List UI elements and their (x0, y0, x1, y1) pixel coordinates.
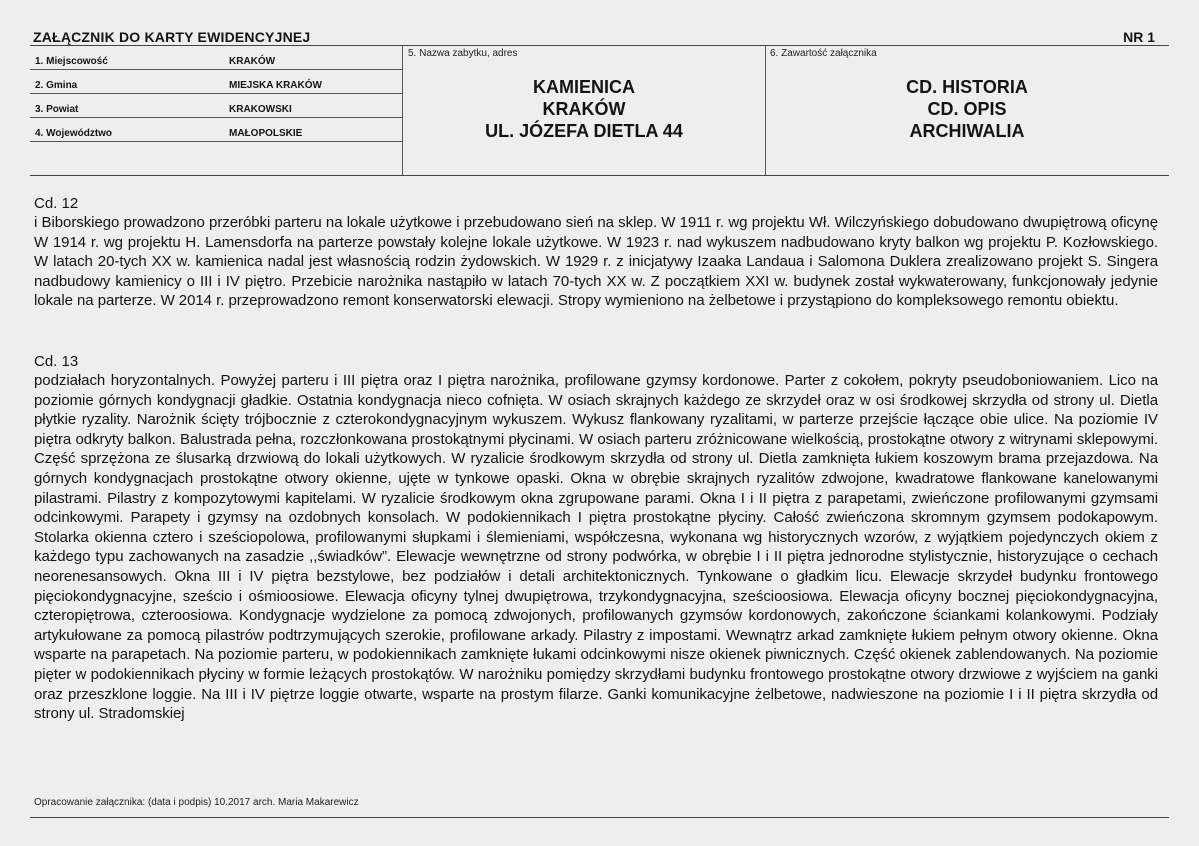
box5-heading: 5. Nazwa zabytku, adres (408, 48, 518, 59)
section-label: Cd. 13 (34, 353, 79, 370)
contents-line: CD. HISTORIA (906, 77, 1028, 97)
contents-line: CD. OPIS (927, 99, 1007, 119)
box6-heading: 6. Zawartość załącznika (770, 48, 877, 59)
section-cd-13 (34, 352, 1158, 724)
footer-rule (30, 817, 1169, 818)
field-value: KRAKOWSKI (229, 104, 292, 115)
monument-line: KRAKÓW (542, 99, 626, 119)
section-label: Cd. 12 (34, 195, 79, 212)
field-label: 4. Województwo (35, 128, 113, 139)
attachment-number: NR 1 (1123, 29, 1155, 45)
field-value: KRAKÓW (229, 56, 276, 67)
section-cd-12 (34, 194, 1158, 311)
document-title: ZAŁĄCZNIK DO KARTY EWIDENCYJNEJ (33, 29, 311, 45)
field-miejscowosc (30, 46, 402, 70)
section-text: podziałach horyzontalnych. Powyżej parteru i III piętra oraz I piętra narożnika, profilowane gzymsy kordonowe. Parter z cokołem, pokryty pseudoboniowaniem. Lico na poziomie górnych kondygnacji gładkie. Ostatnia kondygnacja nieco cofnięta. W osiach skrajnych każdego ze skrzydeł oraz w osi środkowej skrzydła od strony ul. Dietla płytkie ryzality. Narożnik ścięty trójbocznie z czterokondygnacyjnym wykuszem. Wykusz flankowany ryzalitami, w parterze przejście łączące obie ulice. Na poziomie IV piętra odkryty balkon. Balustrada pełna, rozczłonkowana prostokątnymi płycinami. W osiach parteru zróżnicowane wielkością, prostokątne otwory z witrynami sklepowymi. Część sprzężona ze ślusarką drzwiową do lokali użytkowych. W ryzalicie środkowym skrzydła od strony ul. Dietla zamknięta łukiem koszowym brama przejazdowa. Na górnych kondygnacjach prostokątne otwory okienne, ujęte w tynkowe opaski. Okna w obrębie skrajnych ryzalitów zdwojone, kwadratowe flankowane kanelowanymi pilastrami. Pilastry z kompozytowymi kapitelami. W ryzalicie środkowym okna zgrupowane parami. Okna I i II piętra z parapetami, zwieńczone profilowanymi gzymsami odcinkowymi. Parapety i gzymsy na ozdobnych konsolach. W podokiennikach I piętra prostokątne płyciny. Całość zwieńczona skromnym gzymsem podokapowym. Stolarka okienna cztero i sześciopolowa, profilowanymi słupkami i ślemieniami, współczesna, wykonana wg historycznych wzorów, z wyjątkiem pojedynczych okiem z każdego typu zachowanych na zasadzie ,,świadków”. Elewacje wewnętrzne od strony podwórka, w obrębie I i II piętra jednorodne stylistycznie, historyzujące o cechach neorenesansowych. Okna III i IV piętra bezstylowe, bez podziałów i detali architektonicznych. Tynkowane o gładkim licu. Elewacje skrzydeł budynku frontowego pięciokondygnacyjne, sześcio i ośmioosiowe. Elewacja oficyny tylnej dwupiętrowa, trzykondygnacyjna, sześcioosiowa. Elewacja oficyny bocznej pięciokondygnacyjna, czteropiętrowa, czteroosiowa. Kondygnacje wydzielone za pomocą zdwojonych, profilowanych gzymsów kordonowych, zakończone ściankami kolankowymi. Podziały artykułowane za pomocą pilastrów podtrzymujących szerokie, profilowane arkady. Pilastry z impostami. Wewnątrz arkad zamknięte łukiem pełnym otwory okienne. Okna wsparte na parapetach. Na poziomie parteru, w podokiennikach zamknięte łukami odcinkowymi nisze okienek piwnicznych. Część okienek zablendowanych. Na poziomie pięter w podokiennikach płyciny w formie leżących prostokątów. W narożniku pomiędzy skrzydłami budynku frontowego prostokątne otwory drzwiowe z wyjściem na ganki oraz przeszklone loggie. Na III i IV piętrze loggie otwarte, wsparte na prostym filarze. Ganki komunikacyjne żelbetowe, nadwieszone na poziomie I i II piętra skrzydła od strony ul. Stradomskiej (34, 372, 1158, 723)
location-fields (30, 46, 402, 142)
contents-line: ARCHIWALIA (909, 121, 1025, 141)
monument-name-address (403, 76, 765, 142)
field-gmina (30, 70, 402, 94)
field-value: MAŁOPOLSKIE (229, 128, 303, 139)
field-label: 1. Miejscowość (35, 56, 108, 67)
monument-line: UL. JÓZEFA DIETLA 44 (485, 121, 683, 141)
field-label: 2. Gmina (35, 80, 78, 91)
header-bottom-rule (30, 175, 1169, 176)
section-text: i Biborskiego prowadzono przeróbki parteru na lokale użytkowe i przebudowano sień na sklep. W 1911 r. wg projektu Wł. Wilczyńskiego dobudowano dwupiętrową oficynę W 1914 r. wg projektu H. Lamensdorfa na parterze powstały kolejne lokale użytkowe. W 1923 r. nad wykuszem nadbudowano kryty balkon wg projektu P. Kozłowskiego. W latach 20-tych XX w. kamienica nadal jest własnością rodzin żydowskich. W 1929 r. z inicjatywy Izaaka Landaua i Salomona Duklera zrealizowano projekt S. Singera nadbudowy kamienicy o III i IV piętro. Przebicie narożnika nastąpiło w latach 70-tych XX w. Z początkiem XXI w. budynek został wykwaterowany, funkcjonowały jedynie lokale na parterze. W 2014 r. przeprowadzono remont konserwatorski elewacji. Stropy wymieniono na żelbetowe i przystąpiono do kompleksowego remontu obiektu. (34, 214, 1158, 310)
prepared-by-footer: Opracowanie załącznika: (data i podpis) 10.2017 arch. Maria Makarewicz (34, 797, 359, 808)
field-powiat (30, 94, 402, 118)
field-label: 3. Powiat (35, 104, 79, 115)
attachment-contents (766, 76, 1168, 142)
field-value: MIEJSKA KRAKÓW (229, 80, 322, 91)
monument-line: KAMIENICA (533, 77, 635, 97)
field-wojewodztwo (30, 118, 402, 142)
